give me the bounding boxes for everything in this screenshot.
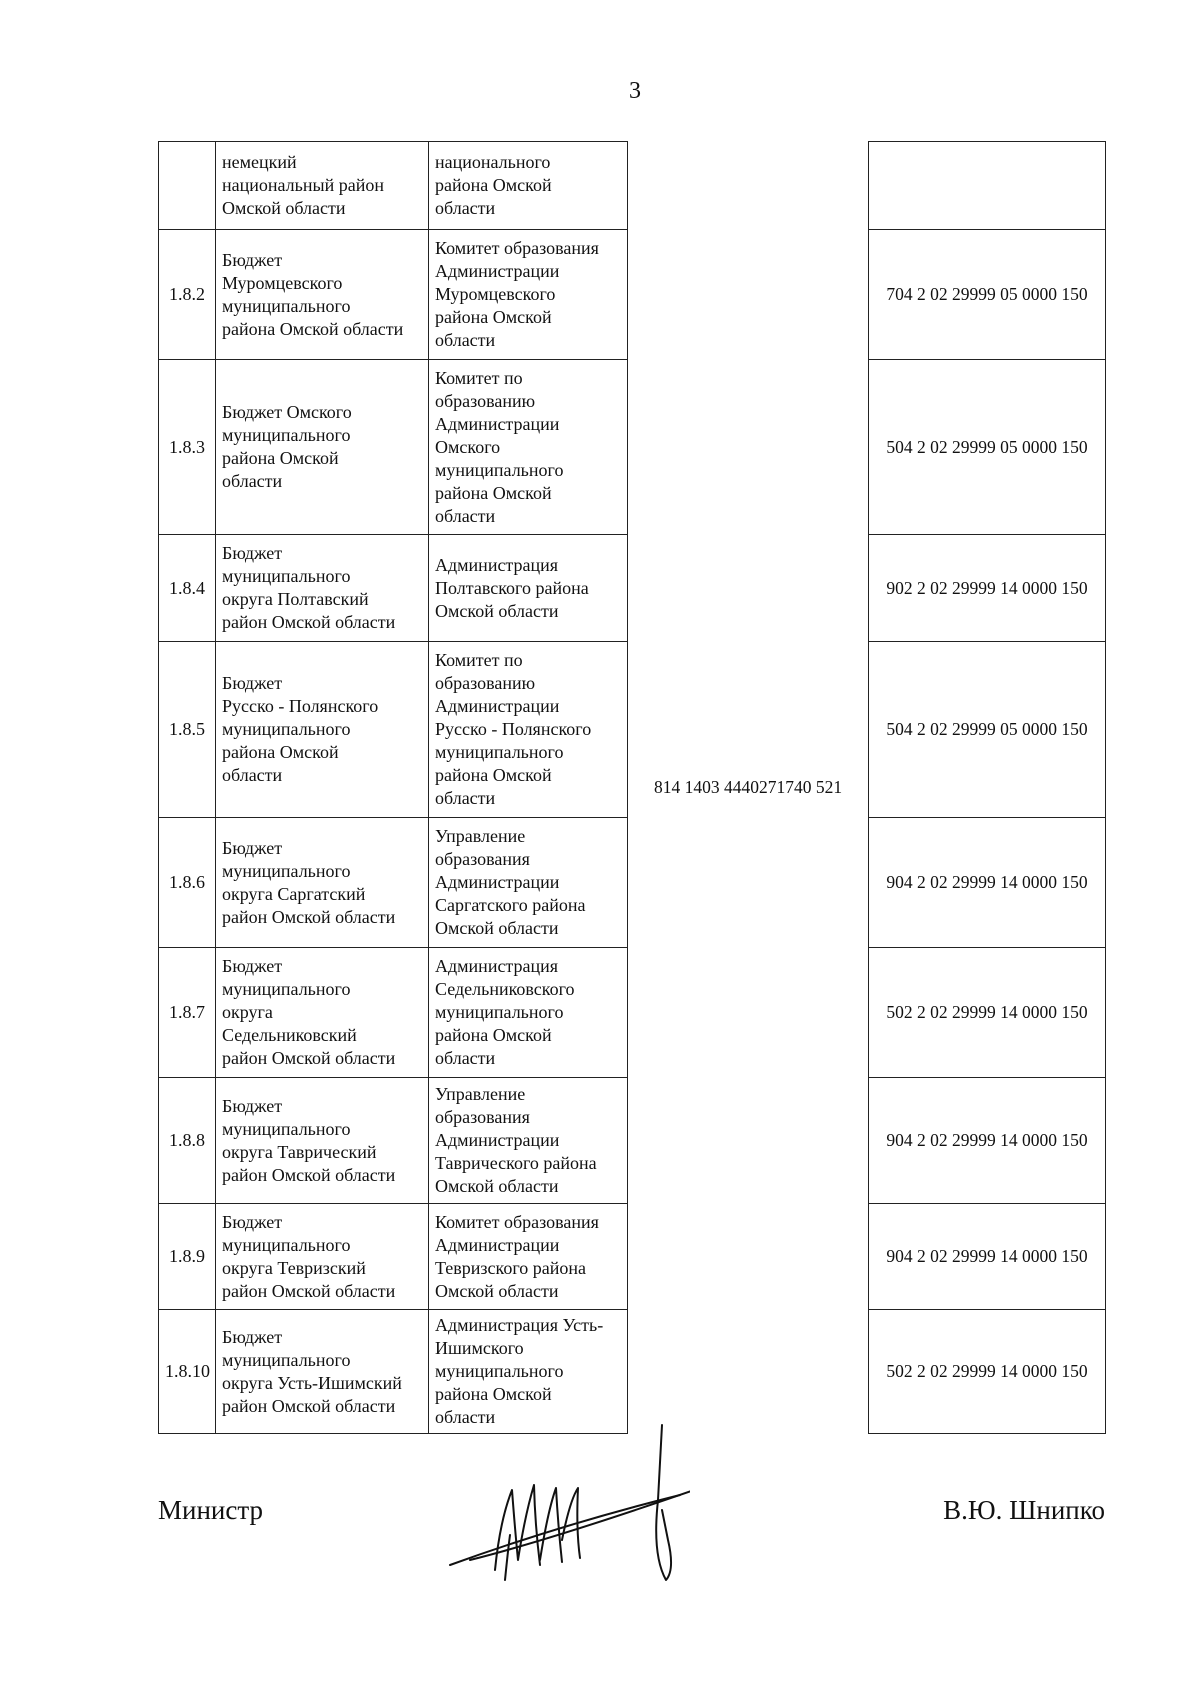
budget-cell: Бюджет муниципального округа Седельниковский район Омской области bbox=[216, 948, 429, 1078]
administrator-cell: национального района Омской области bbox=[429, 142, 628, 230]
revenue-code-cell: 904 2 02 29999 14 0000 150 bbox=[869, 818, 1106, 948]
revenue-code-cell: 902 2 02 29999 14 0000 150 bbox=[869, 535, 1106, 642]
revenue-code-cell: 504 2 02 29999 05 0000 150 bbox=[869, 360, 1106, 535]
shared-expenditure-code: 814 1403 4440271740 521 bbox=[628, 142, 869, 1434]
row-number: 1.8.6 bbox=[159, 818, 216, 948]
row-number: 1.8.8 bbox=[159, 1078, 216, 1204]
signatory-position: Министр bbox=[158, 1495, 263, 1525]
budget-cell: Бюджет муниципального округа Таврический район Омской области bbox=[216, 1078, 429, 1204]
administrator-cell: Администрация Усть- Ишимского муниципального района Омской области bbox=[429, 1310, 628, 1434]
row-number: 1.8.9 bbox=[159, 1204, 216, 1310]
budget-cell: Бюджет Русско - Полянского муниципального района Омской области bbox=[216, 642, 429, 818]
administrator-cell: Комитет по образованию Администрации Омского муниципального района Омской области bbox=[429, 360, 628, 535]
handwritten-signature bbox=[430, 1420, 690, 1590]
administrator-cell: Комитет образования Администрации Муромцевского района Омской области bbox=[429, 230, 628, 360]
revenue-code-cell: 704 2 02 29999 05 0000 150 bbox=[869, 230, 1106, 360]
budget-cell: Бюджет муниципального округа Усть-Ишимский район Омской области bbox=[216, 1310, 429, 1434]
revenue-code-cell bbox=[869, 142, 1106, 230]
budget-allocation-table bbox=[158, 141, 1106, 1434]
budget-cell: Бюджет муниципального округа Саргатский район Омской области bbox=[216, 818, 429, 948]
administrator-cell: Управление образования Администрации Таврического района Омской области bbox=[429, 1078, 628, 1204]
row-number: 1.8.7 bbox=[159, 948, 216, 1078]
row-number: 1.8.3 bbox=[159, 360, 216, 535]
row-number: 1.8.2 bbox=[159, 230, 216, 360]
table-row bbox=[159, 142, 1106, 230]
budget-cell: Бюджет муниципального округа Тевризский район Омской области bbox=[216, 1204, 429, 1310]
revenue-code-cell: 502 2 02 29999 14 0000 150 bbox=[869, 1310, 1106, 1434]
row-number: 1.8.10 bbox=[159, 1310, 216, 1434]
row-number: 1.8.5 bbox=[159, 642, 216, 818]
budget-cell: Бюджет Омского муниципального района Омской области bbox=[216, 360, 429, 535]
signatory-name: В.Ю. Шнипко bbox=[943, 1495, 1105, 1525]
row-number: 1.8.4 bbox=[159, 535, 216, 642]
administrator-cell: Администрация Полтавского района Омской области bbox=[429, 535, 628, 642]
revenue-code-cell: 904 2 02 29999 14 0000 150 bbox=[869, 1204, 1106, 1310]
revenue-code-cell: 502 2 02 29999 14 0000 150 bbox=[869, 948, 1106, 1078]
administrator-cell: Администрация Седельниковского муниципального района Омской области bbox=[429, 948, 628, 1078]
budget-cell: Бюджет муниципального округа Полтавский район Омской области bbox=[216, 535, 429, 642]
administrator-cell: Управление образования Администрации Саргатского района Омской области bbox=[429, 818, 628, 948]
page-number: 3 bbox=[629, 78, 641, 104]
revenue-code-cell: 504 2 02 29999 05 0000 150 bbox=[869, 642, 1106, 818]
administrator-cell: Комитет по образованию Администрации Русско - Полянского муниципального района Омской области bbox=[429, 642, 628, 818]
revenue-code-cell: 904 2 02 29999 14 0000 150 bbox=[869, 1078, 1106, 1204]
budget-cell: немецкий национальный район Омской области bbox=[216, 142, 429, 230]
administrator-cell: Комитет образования Администрации Тевризского района Омской области bbox=[429, 1204, 628, 1310]
budget-cell: Бюджет Муромцевского муниципального района Омской области bbox=[216, 230, 429, 360]
row-number bbox=[159, 142, 216, 230]
